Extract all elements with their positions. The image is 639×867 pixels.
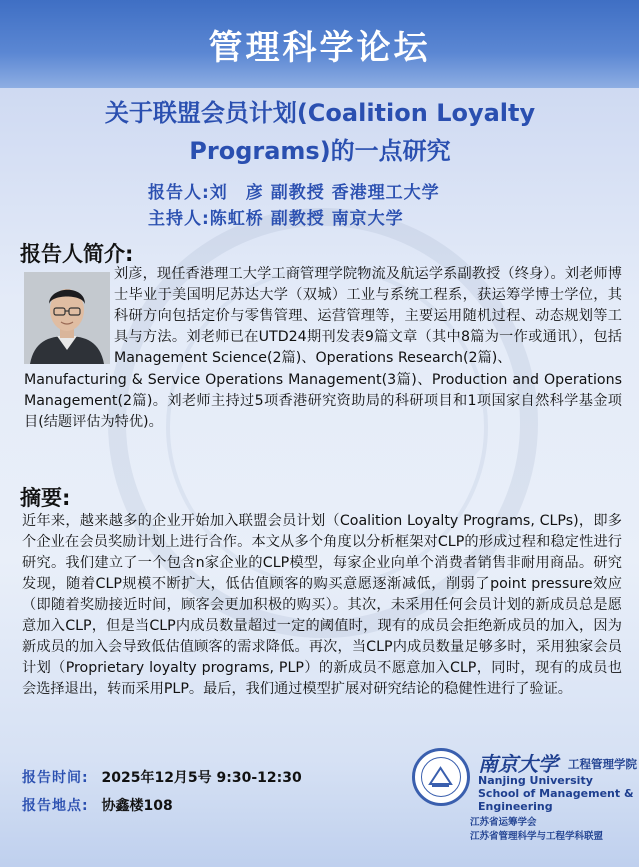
speaker-photo	[24, 272, 110, 364]
place-label: 报告地点:	[22, 798, 89, 814]
abstract-heading: 摘要:	[20, 486, 71, 510]
time-value: 2025年12月5号 9:30-12:30	[101, 770, 302, 786]
forum-title: 管理科学论坛	[208, 28, 431, 68]
talk-title-line-1: 关于联盟会员计划(Coalition Loyalty	[104, 99, 536, 127]
talk-title	[30, 94, 610, 170]
organizer-2: 江苏省管理科学与工程学科联盟	[470, 831, 604, 842]
dept-name-en: School of Management & Engineering	[478, 787, 634, 813]
speaker-line: 报告人:刘 彦 副教授 香港理工大学	[148, 183, 440, 203]
bio-heading: 报告人简介:	[20, 242, 134, 266]
talk-title-line-2: Programs)的一点研究	[189, 137, 451, 165]
event-place-row	[22, 795, 173, 815]
place-value: 协鑫楼108	[101, 798, 173, 814]
bio-text-top: 刘彦，现任香港理工大学工商管理学院物流及航运学系副教授（终身）。刘老师博士毕业于美国明尼苏达大学（双城）工业与系统工程系，获运筹学博士学位，其科研方向包括定价与零售管理、运营管理等，主要运用随机过程、动态规划等工具与方法。刘老师已在UTD24期刊发表9篇文章（其中8篇为一作或通讯），包括Management Science(2篇)、Operations Research(2篇)、	[114, 266, 622, 366]
host-line: 主持人:陈虹桥 副教授 南京大学	[148, 209, 404, 229]
university-logo-seal	[412, 748, 470, 806]
bio-text-bottom: Manufacturing & Service Operations Management(3篇)、Production and Operations Management(2篇)。刘老师主持过5项香港研究资助局的科研项目和1项国家自然科学基金项目(结题评估为特优)。	[24, 372, 622, 430]
school-name-en: Nanjing University	[478, 774, 593, 787]
building-emblem-icon	[422, 758, 459, 795]
speaker-portrait-image	[24, 272, 110, 364]
school-name-cn: 南京大学	[478, 752, 558, 776]
seal-emblem	[421, 757, 461, 797]
dept-name-cn: 工程管理学院	[568, 757, 637, 771]
organizer-1: 江苏省运筹学会	[470, 817, 537, 828]
event-time-row	[22, 767, 302, 787]
time-label: 报告时间:	[22, 770, 89, 786]
abstract-text: 近年来，越来越多的企业开始加入联盟会员计划（Coalition Loyalty Programs, CLPs)，即多个企业在会员奖励计划上进行合作。本文从多个角度以分析框架对CLP的形成过程和稳定性进行研究。我们建立了一个包含n家企业的CLP模型，每家企业向单个消费者销售非耐用商品。研究发现，随着CLP规模不断扩大，低估值顾客的购买意愿逐渐减低，削弱了point pressure效应（即随着奖励接近时间，顾客会更加积极的购买）。其次，未采用任何会员计划的新成员总是愿意加入CLP，但是当CLP内成员数量超过一定的阈值时，现有的成员会拒绝新成员的加入，因为新成员的加入会导致低估值顾客的需求降低。再次，当CLP内成员数量足够多时，采用独家会员计划（Proprietary loyalty programs, PLP）的新成员不愿意加入CLP，同时，现有的成员也会选择退出，转而采用PLP。最后，我们通过模型扩展对研究结论的稳健性进行了验证。	[22, 513, 622, 697]
header-banner	[0, 0, 639, 88]
